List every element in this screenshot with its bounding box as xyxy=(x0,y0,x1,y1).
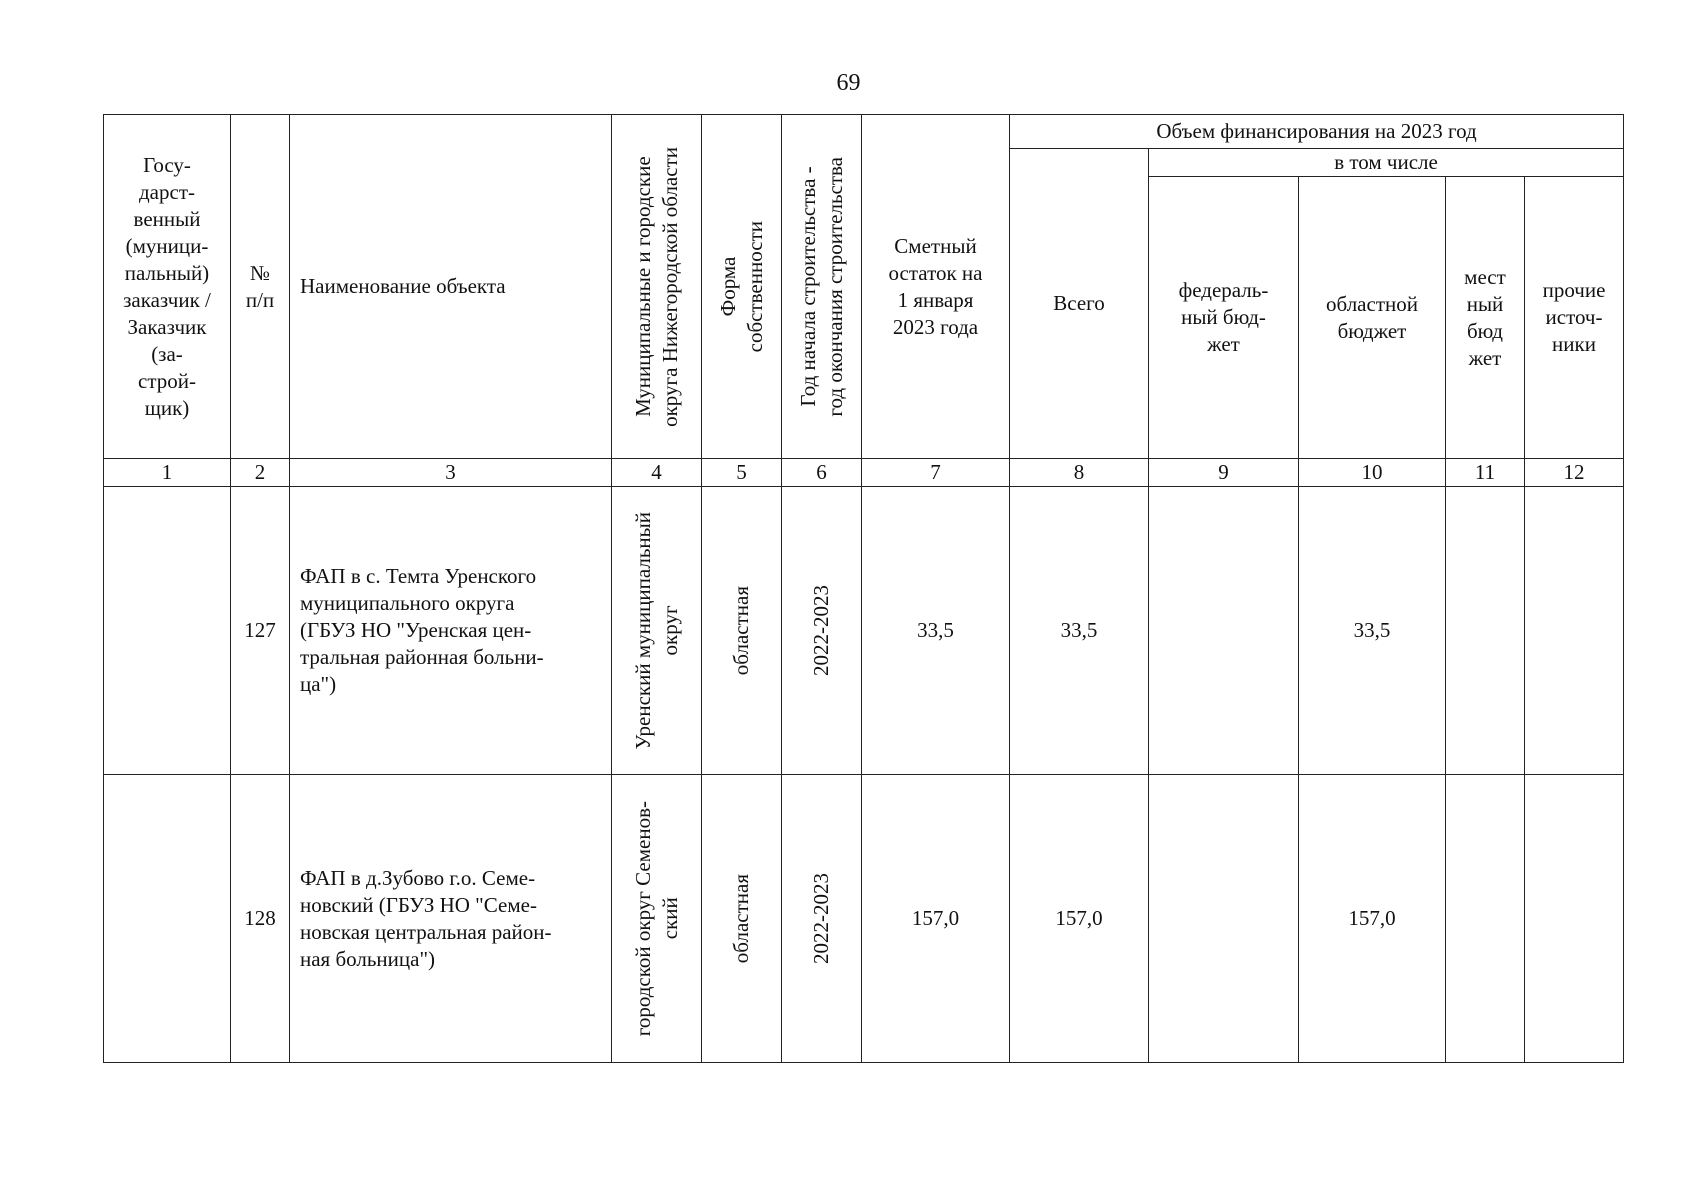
text-line: Год начала строительства - xyxy=(795,166,820,407)
row-local xyxy=(1446,775,1525,1063)
text-line: венный xyxy=(133,206,201,231)
text-line: ный бюд- xyxy=(1181,305,1266,329)
header-row-1 xyxy=(104,115,1624,149)
row-object-name xyxy=(290,775,612,1063)
row-federal xyxy=(1149,775,1299,1063)
text-line: год окончания строительства xyxy=(822,156,847,417)
header-local xyxy=(1446,177,1525,459)
row-total: 33,5 xyxy=(1010,487,1149,775)
column-number: 12 xyxy=(1525,459,1624,487)
column-number: 3 xyxy=(290,459,612,487)
column-number: 10 xyxy=(1299,459,1446,487)
row-years: 2022-2023 xyxy=(782,487,862,775)
row-number: 128 xyxy=(231,775,290,1063)
text-line: 2023 года xyxy=(892,314,979,339)
financing-table xyxy=(103,114,1624,1063)
text-line: округа Нижегородской области xyxy=(657,146,682,427)
text-line: дарст- xyxy=(139,179,195,204)
text-line: федераль- xyxy=(1178,278,1269,302)
text-line: Муниципальные и городские xyxy=(630,156,655,417)
row-number: 127 xyxy=(231,487,290,775)
column-number: 7 xyxy=(862,459,1010,487)
row-local xyxy=(1446,487,1525,775)
text-line: Форма xyxy=(715,256,740,317)
row-regional: 157,0 xyxy=(1299,775,1446,1063)
header-remainder xyxy=(862,115,1010,459)
text-line: ФАП в с. Темта Уренского xyxy=(300,564,537,588)
header-including-group: в том числе xyxy=(1149,149,1624,177)
text-line: щик) xyxy=(144,395,190,420)
row-remainder: 33,5 xyxy=(862,487,1010,775)
header-years xyxy=(782,115,862,459)
column-number: 2 xyxy=(231,459,290,487)
text-line: (муници- xyxy=(125,233,209,258)
row-years: 2022-2023 xyxy=(782,775,862,1063)
row-customer xyxy=(104,775,231,1063)
row-remainder: 157,0 xyxy=(862,775,1010,1063)
text-line: бюд xyxy=(1467,318,1503,343)
text-line: источ- xyxy=(1545,305,1603,329)
text-line: (ГБУЗ НО "Уренская цен- xyxy=(300,618,532,642)
column-number: 9 xyxy=(1149,459,1299,487)
header-district xyxy=(612,115,702,459)
header-federal xyxy=(1149,177,1299,459)
header-other xyxy=(1525,177,1624,459)
header-regional xyxy=(1299,177,1446,459)
text-line: (за- xyxy=(151,341,183,366)
column-numbers-row xyxy=(104,459,1624,487)
table-row xyxy=(104,775,1624,1063)
text-line: остаток на xyxy=(888,260,983,285)
column-number: 1 xyxy=(104,459,231,487)
row-object-name xyxy=(290,487,612,775)
page-number: 69 xyxy=(836,70,861,96)
text-line: муниципального округа xyxy=(300,591,515,615)
text-line: ная больница") xyxy=(300,946,436,971)
text-line: мест xyxy=(1464,264,1506,289)
row-regional: 33,5 xyxy=(1299,487,1446,775)
row-ownership: областная xyxy=(702,487,782,775)
text-line: областной xyxy=(1326,291,1418,316)
row-ownership: областная xyxy=(702,775,782,1063)
row-other xyxy=(1525,775,1624,1063)
text-line: жет xyxy=(1207,332,1240,356)
table-row xyxy=(104,487,1624,775)
text-line: жет xyxy=(1468,345,1502,370)
text-line: новская центральная район- xyxy=(300,919,552,944)
row-district xyxy=(612,487,702,775)
text-line: Сметный xyxy=(894,233,977,258)
text-line: пальный) xyxy=(124,260,210,285)
header-number xyxy=(231,115,290,459)
text-line: заказчик / xyxy=(123,287,211,312)
column-number: 5 xyxy=(702,459,782,487)
row-district xyxy=(612,775,702,1063)
column-number: 4 xyxy=(612,459,702,487)
text-line: ники xyxy=(1552,332,1596,356)
header-funding-group: Объем финансирования на 2023 год xyxy=(1010,115,1624,149)
text-line: Госу- xyxy=(143,152,191,177)
column-number: 11 xyxy=(1446,459,1525,487)
text-line: городской округ Семенов- xyxy=(630,800,655,1037)
text-line: ский xyxy=(657,897,682,940)
column-number: 6 xyxy=(782,459,862,487)
header-ownership xyxy=(702,115,782,459)
text-line: строй- xyxy=(138,368,196,393)
text-line: ФАП в д.Зубово г.о. Семе- xyxy=(300,865,536,890)
text-line: ца") xyxy=(300,672,337,696)
row-customer xyxy=(104,487,231,775)
text-line: бюджет xyxy=(1337,318,1407,343)
column-number: 8 xyxy=(1010,459,1149,487)
text-line: п/п xyxy=(245,287,275,312)
text-line: тральная районная больни- xyxy=(300,645,544,669)
text-line: № xyxy=(249,260,271,285)
header-total: Всего xyxy=(1010,149,1149,459)
header-customer xyxy=(104,115,231,459)
text-line: Уренский муниципальный xyxy=(630,511,655,750)
text-line: 1 января xyxy=(897,287,974,312)
text-line: ный xyxy=(1466,291,1504,316)
row-other xyxy=(1525,487,1624,775)
text-line: прочие xyxy=(1542,278,1606,302)
text-line: Заказчик xyxy=(127,314,207,339)
text-line: округ xyxy=(657,605,682,656)
text-line: собственности xyxy=(742,220,767,353)
header-object-name: Наименование объекта xyxy=(290,115,612,459)
text-line: новский (ГБУЗ НО "Семе- xyxy=(300,892,537,917)
row-federal xyxy=(1149,487,1299,775)
row-total: 157,0 xyxy=(1010,775,1149,1063)
